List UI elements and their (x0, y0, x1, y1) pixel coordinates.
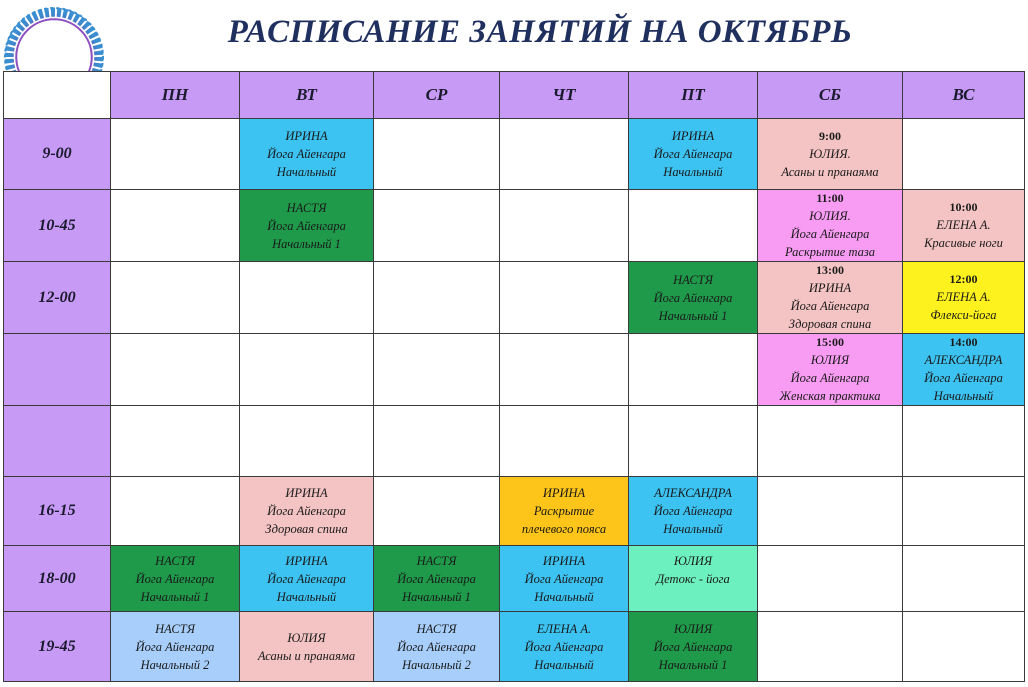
empty-slot (758, 406, 903, 477)
instructor-name: НАСТЯ (155, 621, 195, 636)
instructor-name: ЕЛЕНА А. (936, 290, 991, 304)
class-slot[interactable] (374, 546, 500, 612)
instructor-name: ЮЛИЯ (810, 353, 850, 367)
table-row (4, 477, 1025, 546)
class-title: Йога Айенгара (653, 639, 733, 654)
class-slot[interactable] (240, 119, 374, 190)
empty-slot (374, 477, 500, 546)
instructor-name: НАСТЯ (673, 272, 713, 287)
table-row (4, 119, 1025, 190)
empty-slot (758, 546, 903, 612)
class-level: Начальный (933, 389, 994, 403)
class-level: Начальный 1 (658, 308, 728, 323)
class-title: Йога Айенгара (524, 571, 604, 586)
class-time: 9:00 (819, 128, 841, 143)
empty-slot (111, 334, 240, 406)
instructor-name: ЕЛЕНА А. (536, 621, 592, 636)
class-level: Начальный (534, 589, 594, 604)
instructor-name: АЛЕКСАНДРА (654, 486, 732, 500)
instructor-name: НАСТЯ (416, 553, 457, 568)
time-label: 9-00 (4, 119, 111, 190)
time-label (4, 406, 111, 477)
class-title: Йога Айенгара (924, 371, 1003, 385)
class-title: Детокс - йога (656, 571, 730, 586)
instructor-name: НАСТЯ (155, 553, 195, 568)
class-slot[interactable] (629, 262, 758, 334)
table-row (4, 262, 1025, 334)
empty-slot (374, 406, 500, 477)
class-slot[interactable] (903, 190, 1025, 262)
empty-slot (374, 119, 500, 190)
day-header-sun: ВС (903, 72, 1025, 119)
instructor-name: ИРИНА (671, 129, 715, 143)
class-time: 10:00 (949, 200, 978, 214)
class-title: Асаны и пранаяма (257, 648, 356, 663)
instructor-name: ИРИНА (808, 281, 852, 295)
instructor-name: ИРИНА (285, 553, 328, 568)
table-row (4, 612, 1025, 682)
instructor-name: ЮЛИЯ (673, 621, 713, 636)
time-label: 16-15 (4, 477, 111, 546)
empty-slot (111, 119, 240, 190)
class-title: Йога Айенгара (790, 227, 870, 241)
empty-slot (240, 334, 374, 406)
class-time: 14:00 (949, 335, 978, 349)
class-slot[interactable] (629, 477, 758, 546)
class-time: 12:00 (949, 272, 978, 286)
class-title: Йога Айенгара (135, 639, 215, 654)
class-slot[interactable] (240, 612, 374, 682)
class-title: Йога Айенгара (135, 571, 215, 586)
class-title: Йога Айенгара (397, 639, 476, 654)
class-level: Начальный (276, 165, 337, 179)
class-level: Раскрытие таза (784, 245, 876, 259)
class-slot[interactable] (500, 546, 629, 612)
empty-slot (500, 406, 629, 477)
class-slot[interactable] (629, 546, 758, 612)
empty-slot (903, 477, 1025, 546)
class-title: Йога Айенгара (267, 571, 346, 586)
day-header-thu: ЧТ (500, 72, 629, 119)
class-title: Йога Айенгара (790, 371, 870, 385)
class-slot[interactable] (240, 477, 374, 546)
class-level: Начальный (663, 522, 723, 536)
class-slot[interactable] (758, 190, 903, 262)
time-label: 10-45 (4, 190, 111, 262)
class-title: Йога Айенгара (790, 299, 870, 313)
page-title: РАСПИСАНИЕ ЗАНЯТИЙ НА ОКТЯБРЬ (227, 14, 853, 50)
instructor-name: ЮЛИЯ. (809, 209, 851, 223)
empty-slot (903, 612, 1025, 682)
table-row (4, 190, 1025, 262)
empty-slot (500, 334, 629, 406)
class-slot[interactable] (629, 119, 758, 190)
day-header-sat: СБ (758, 72, 903, 119)
empty-slot (758, 612, 903, 682)
class-title: Красивые ноги (924, 236, 1003, 250)
empty-slot (500, 119, 629, 190)
class-level: Здоровая спина (788, 317, 872, 331)
class-level: Начальный (663, 165, 723, 179)
instructor-name: ИРИНА (542, 486, 586, 500)
class-level: Начальный (534, 657, 594, 672)
empty-slot (240, 406, 374, 477)
class-title: Йога Айенгара (524, 639, 604, 654)
empty-slot (111, 262, 240, 334)
class-level: Начальный 1 (272, 236, 341, 251)
class-slot[interactable] (758, 119, 903, 190)
class-title: Йога Айенгара (397, 571, 476, 586)
class-title: Йога Айенгара (267, 218, 346, 233)
class-slot[interactable] (629, 612, 758, 682)
class-slot[interactable] (240, 546, 374, 612)
class-time: 13:00 (816, 263, 844, 277)
class-slot[interactable] (903, 334, 1025, 406)
class-title: Раскрытие (533, 504, 595, 518)
instructor-name: АЛЕКСАНДРА (924, 353, 1003, 367)
instructor-name: ЕЛЕНА А. (936, 218, 991, 232)
class-slot[interactable] (500, 477, 629, 546)
time-label: 18-00 (4, 546, 111, 612)
day-header-fri: ПТ (629, 72, 758, 119)
time-label: 12-00 (4, 262, 111, 334)
empty-slot (500, 190, 629, 262)
class-slot[interactable] (758, 262, 903, 334)
class-slot[interactable] (111, 546, 240, 612)
table-row (4, 334, 1025, 406)
empty-slot (629, 406, 758, 477)
day-header-mon: ПН (111, 72, 240, 119)
instructor-name: ЮЛИЯ (287, 630, 326, 645)
schedule-table (3, 71, 1025, 682)
instructor-name: ИРИНА (285, 486, 328, 500)
class-title: Йога Айенгара (653, 290, 733, 305)
corner-cell (4, 72, 111, 119)
class-slot[interactable] (374, 612, 500, 682)
class-title: Асаны и пранаяма (781, 164, 879, 179)
empty-slot (500, 262, 629, 334)
class-slot[interactable] (758, 334, 903, 406)
class-level: Начальный (276, 589, 337, 604)
class-slot[interactable] (111, 612, 240, 682)
empty-slot (758, 477, 903, 546)
class-level: плечевого пояса (521, 522, 607, 536)
empty-slot (903, 406, 1025, 477)
empty-slot (111, 190, 240, 262)
empty-slot (629, 190, 758, 262)
class-time: 11:00 (816, 191, 844, 205)
empty-slot (374, 334, 500, 406)
class-slot[interactable] (240, 190, 374, 262)
class-level: Женская практика (779, 389, 881, 403)
instructor-name: ЮЛИЯ (673, 553, 713, 568)
class-title: Флекси-йога (930, 308, 997, 322)
instructor-name: ИРИНА (285, 129, 328, 143)
instructor-name: НАСТЯ (416, 621, 457, 636)
class-level: Здоровая спина (265, 522, 348, 536)
empty-slot (374, 262, 500, 334)
empty-slot (629, 334, 758, 406)
time-label: 19-45 (4, 612, 111, 682)
class-level: Начальный 2 (402, 657, 471, 672)
empty-slot (240, 262, 374, 334)
empty-slot (903, 119, 1025, 190)
class-title: Йога Айенгара (267, 504, 346, 518)
table-row (4, 546, 1025, 612)
day-header-tue: ВТ (240, 72, 374, 119)
class-title: Йога Айенгара (653, 504, 733, 518)
class-title: Йога Айенгара (653, 147, 733, 161)
empty-slot (903, 546, 1025, 612)
time-label (4, 334, 111, 406)
class-slot[interactable] (903, 262, 1025, 334)
instructor-name: НАСТЯ (286, 200, 327, 215)
empty-slot (374, 190, 500, 262)
day-header-row (4, 72, 1025, 119)
instructor-name: ИРИНА (542, 553, 586, 568)
instructor-name: ЮЛИЯ. (809, 146, 851, 161)
class-level: Начальный 1 (658, 657, 728, 672)
day-header-wed: СР (374, 72, 500, 119)
class-level: Начальный 1 (140, 589, 210, 604)
class-time: 15:00 (816, 335, 844, 349)
class-level: Начальный 1 (402, 589, 471, 604)
class-level: Начальный 2 (140, 657, 210, 672)
class-title: Йога Айенгара (267, 147, 346, 161)
empty-slot (111, 406, 240, 477)
class-slot[interactable] (500, 612, 629, 682)
empty-slot (111, 477, 240, 546)
table-row (4, 406, 1025, 477)
